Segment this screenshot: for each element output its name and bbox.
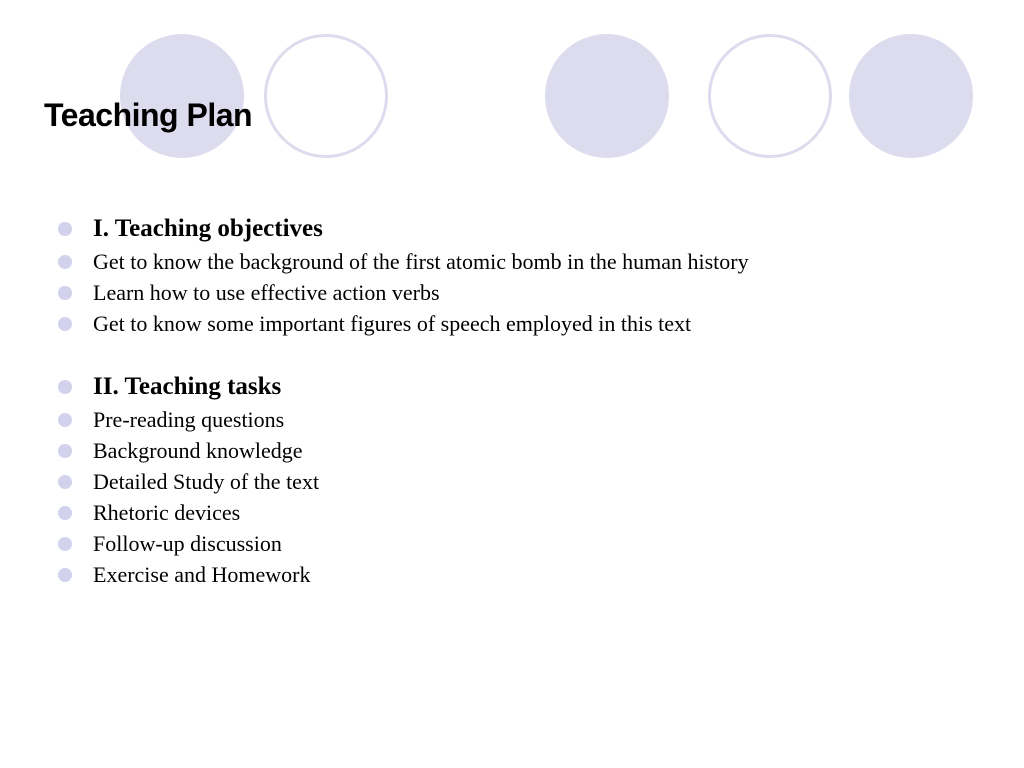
item-text: Get to know the background of the first atomic bomb in the human history [93, 249, 749, 274]
heading-text: I. Teaching objectives [93, 215, 323, 242]
bullet-icon [58, 255, 72, 269]
bullet-icon [58, 413, 72, 427]
bullet-icon [58, 222, 72, 236]
list-item [58, 559, 319, 590]
list-item [58, 404, 319, 435]
bullet-icon [58, 475, 72, 489]
tasks-list [58, 370, 319, 590]
list-item [58, 497, 319, 528]
decorative-circle [545, 34, 669, 158]
item-text: Get to know some important figures of speech employed in this text [93, 311, 692, 336]
decorative-circle [849, 34, 973, 158]
bullet-icon [58, 537, 72, 551]
list-item [58, 435, 319, 466]
item-text: Pre-reading questions [93, 407, 285, 432]
bullet-icon [58, 380, 72, 394]
section-heading [58, 212, 749, 246]
decorative-ring [708, 34, 832, 158]
list-item [58, 277, 749, 308]
bullet-icon [58, 506, 72, 520]
item-text: Follow-up discussion [93, 531, 282, 556]
bullet-icon [58, 444, 72, 458]
item-text: Learn how to use effective action verbs [93, 280, 440, 305]
section-heading [58, 370, 319, 404]
bullet-icon [58, 286, 72, 300]
list-item [58, 528, 319, 559]
heading-text: II. Teaching tasks [93, 373, 282, 400]
slide-title: Teaching Plan [44, 97, 253, 133]
item-text: Exercise and Homework [93, 562, 311, 587]
bullet-icon [58, 568, 72, 582]
list-item [58, 308, 749, 339]
list-item [58, 246, 749, 277]
decorative-ring [264, 34, 388, 158]
item-text: Detailed Study of the text [93, 469, 320, 494]
item-text: Rhetoric devices [93, 500, 241, 525]
objectives-list [58, 212, 749, 339]
list-item [58, 466, 319, 497]
bullet-icon [58, 317, 72, 331]
item-text: Background knowledge [93, 438, 303, 463]
